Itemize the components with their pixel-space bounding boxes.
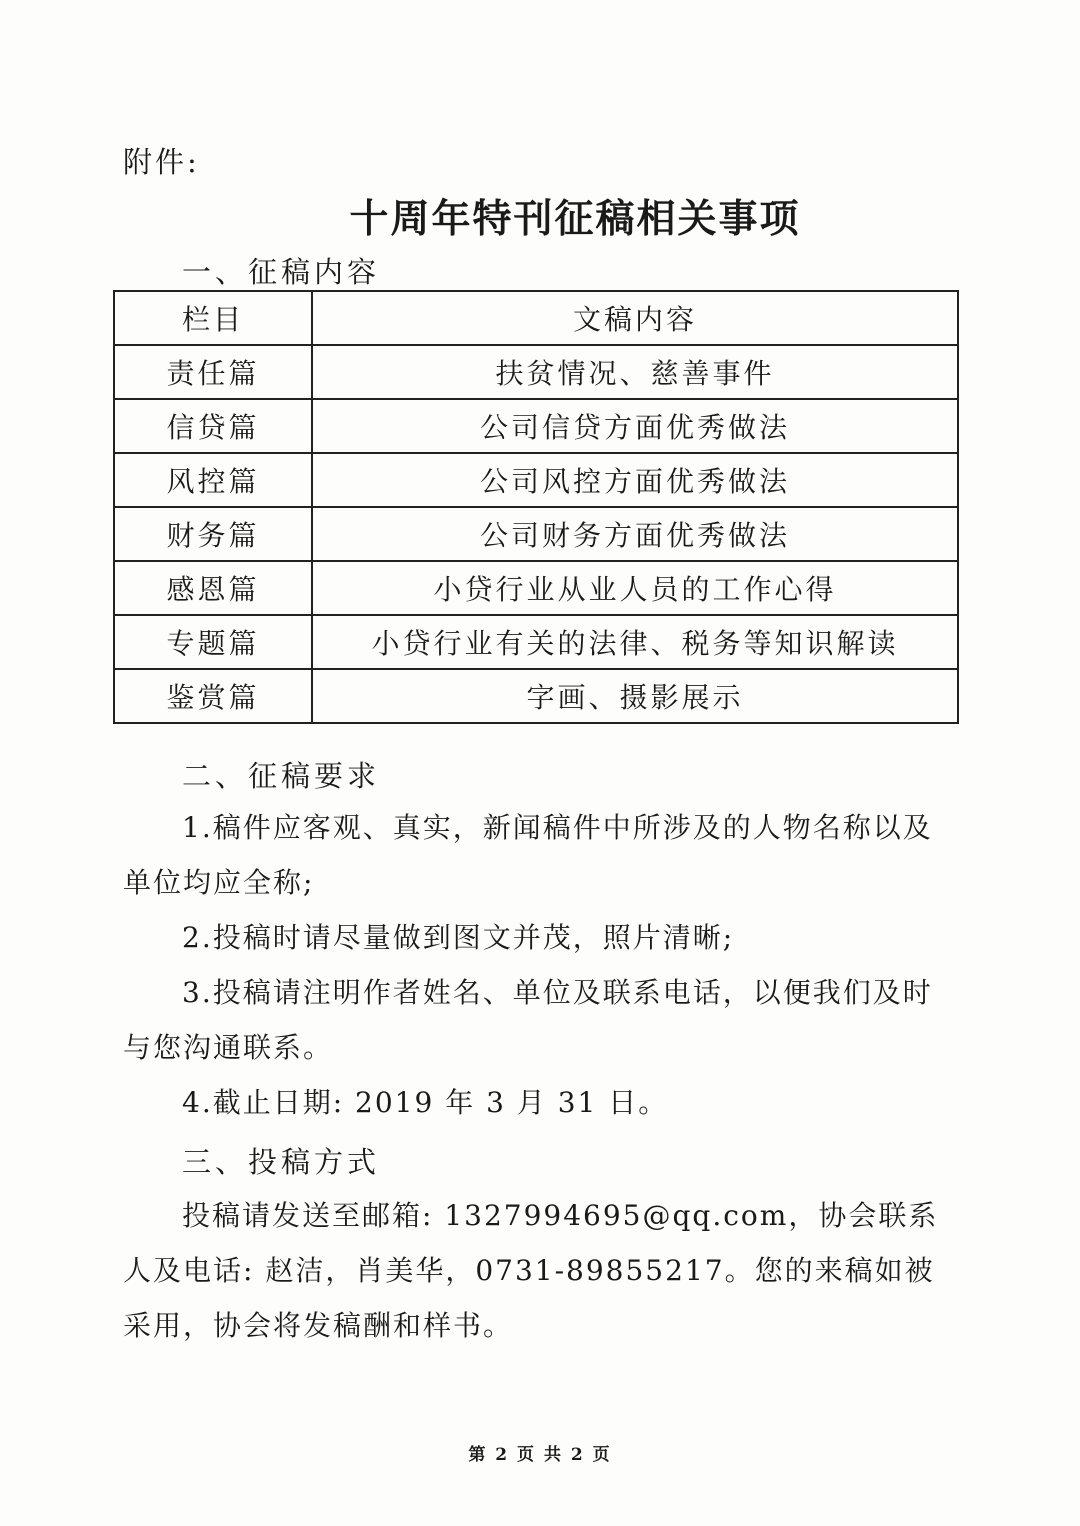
document-title: 十周年特刊征稿相关事项 <box>349 196 801 242</box>
table-header-column: 栏目 <box>114 291 312 345</box>
section1-heading: 一、征稿内容 <box>182 255 381 289</box>
table-cell-content: 小贷行业有关的法律、税务等知识解读 <box>312 615 958 669</box>
topics-table <box>113 290 959 724</box>
table-cell-column: 鉴赏篇 <box>114 669 312 723</box>
page-footer: 第 2 页 共 2 页 <box>468 1445 612 1465</box>
table-cell-column: 专题篇 <box>114 615 312 669</box>
requirement-item-2: 2.投稿时请尽量做到图文并茂，照片清晰; <box>182 921 735 954</box>
table-row <box>114 345 958 399</box>
table-row <box>114 561 958 615</box>
requirement-item-3: 3.投稿请注明作者姓名、单位及联系电话，以便我们及时与您沟通联系。 <box>123 976 933 1064</box>
table-row <box>114 615 958 669</box>
requirement-item-1: 1.稿件应客观、真实，新闻稿件中所涉及的人物名称以及单位均应全称; <box>123 811 933 899</box>
table-header-content: 文稿内容 <box>312 291 958 345</box>
table-cell-content: 公司信贷方面优秀做法 <box>312 399 958 453</box>
section3-heading: 三、投稿方式 <box>182 1145 381 1179</box>
table-cell-content: 字画、摄影展示 <box>312 669 958 723</box>
attachment-label: 附件: <box>123 145 200 179</box>
submission-method-text: 投稿请发送至邮箱: 1327994695@qq.com，协会联系人及电话: 赵洁，肖美华，0731-89855217。您的来稿如被采用，协会将发稿酬和样书。 <box>123 1199 939 1342</box>
table-cell-content: 小贷行业从业人员的工作心得 <box>312 561 958 615</box>
table-cell-column: 信贷篇 <box>114 399 312 453</box>
table-row <box>114 453 958 507</box>
table-cell-content: 公司财务方面优秀做法 <box>312 507 958 561</box>
table-cell-column: 风控篇 <box>114 453 312 507</box>
table-row <box>114 669 958 723</box>
table-cell-content: 公司风控方面优秀做法 <box>312 453 958 507</box>
table-row <box>114 507 958 561</box>
table-cell-content: 扶贫情况、慈善事件 <box>312 345 958 399</box>
table-cell-column: 感恩篇 <box>114 561 312 615</box>
table-row <box>114 399 958 453</box>
section2-heading: 二、征稿要求 <box>182 759 381 793</box>
table-cell-column: 财务篇 <box>114 507 312 561</box>
table-cell-column: 责任篇 <box>114 345 312 399</box>
table-header-row <box>114 291 958 345</box>
requirement-item-4: 4.截止日期: 2019 年 3 月 31 日。 <box>182 1086 669 1119</box>
